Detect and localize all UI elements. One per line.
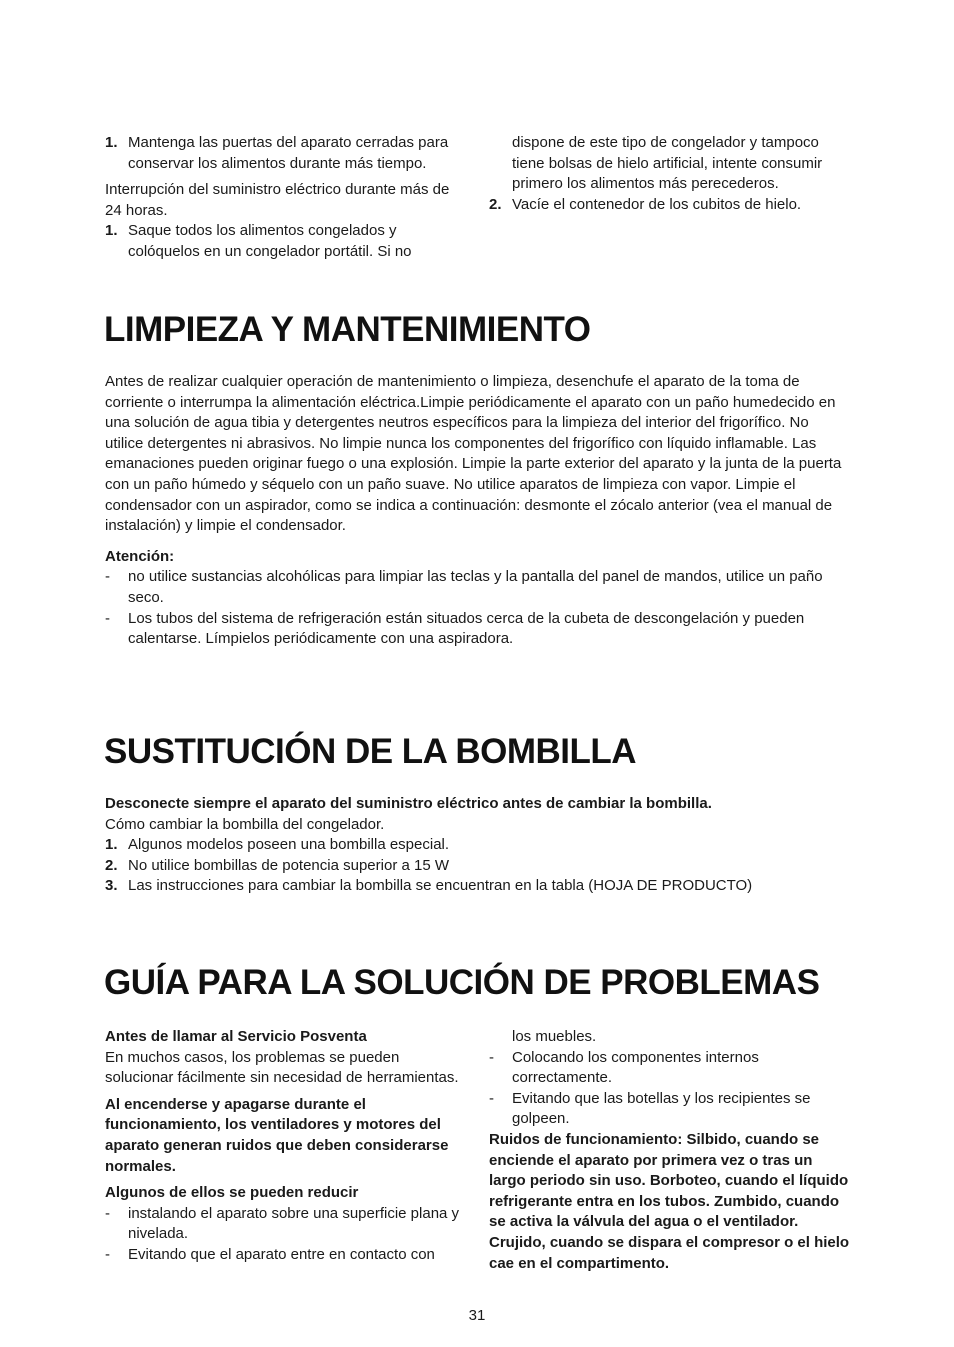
attention-list [105, 567, 850, 649]
section-title-bombilla: SUSTITUCIÓN DE LA BOMBILLA [104, 732, 637, 771]
list-text: instalando el aparato sobre una superficie plana y nivelada. [128, 1204, 460, 1243]
bombilla-list [105, 835, 850, 897]
list-text: Colocando los componentes internos correctamente. [512, 1048, 759, 1087]
list-text: Mantenga las puertas del aparato cerradas para conservar los alimentos durante más tiempo. [128, 134, 449, 172]
list-dash: - [489, 1089, 494, 1107]
list-number: 2. [105, 856, 118, 874]
list-item [489, 1048, 851, 1089]
subheading: Algunos de ellos se pueden reducir [105, 1184, 359, 1202]
top-left-column [105, 133, 470, 263]
list-dash: - [105, 609, 110, 627]
list-dash: - [105, 568, 110, 586]
top-left-list-2 [105, 221, 470, 262]
list-text: No utilice bombillas de potencia superior a 15 W [128, 856, 449, 874]
list-text: Evitando que las botellas y los recipientes se golpeen. [512, 1089, 811, 1128]
guia-right-column [489, 1027, 851, 1274]
list-number: 1. [105, 222, 118, 240]
list-item [105, 1245, 470, 1266]
list-text: Evitando que el aparato entre en contacto con [128, 1245, 435, 1263]
subheading: Antes de llamar al Servicio Posventa [105, 1028, 367, 1045]
list-text: Los tubos del sistema de refrigeración están situados cerca de la cubeta de descongelación y pueden calentarse. Límpielos periódicamente con una aspiradora. [128, 609, 805, 648]
list-item [105, 876, 850, 897]
bold-paragraph: Al encenderse y apagarse durante el funcionamiento, los ventiladores y motores del aparato generan ruidos que deben considerarse normales. [105, 1095, 449, 1175]
list-number: 1. [105, 836, 118, 854]
top-right-list [489, 195, 851, 216]
list-item [489, 1089, 851, 1130]
list-number: 3. [105, 877, 118, 895]
list-item [105, 856, 850, 877]
paragraph: Interrupción del suministro eléctrico durante más de 24 horas. [105, 181, 450, 219]
list-item [105, 221, 470, 262]
list-number: 2. [489, 195, 502, 213]
list-text: no utilice sustancias alcohólicas para limpiar las teclas y la pantalla del panel de mandos, utilice un paño seco. [128, 568, 823, 606]
top-right-column [489, 133, 851, 215]
guia-left-list [105, 1204, 470, 1266]
list-number: 1. [105, 134, 118, 151]
list-item [105, 835, 850, 856]
list-text: Saque todos los alimentos congelados y colóquelos en un congelador portátil. Si no [128, 222, 412, 260]
list-item [105, 567, 850, 608]
list-text: Vacíe el contenedor de los cubitos de hielo. [512, 195, 802, 213]
bombilla-body [105, 794, 850, 897]
continued-text: dispone de este tipo de congelador y tampoco tiene bolsas de hielo artificial, intente consumir primero los alimentos más perecederos. [512, 134, 823, 193]
list-item [489, 195, 851, 216]
list-dash: - [105, 1245, 110, 1263]
list-dash: - [489, 1048, 494, 1066]
page-number: 31 [468, 1307, 486, 1324]
section-title-guia: GUÍA PARA LA SOLUCIÓN DE PROBLEMAS [104, 963, 820, 1002]
top-left-list-1 [105, 133, 470, 174]
list-item [105, 1204, 470, 1245]
guia-left-column [105, 1027, 470, 1266]
list-text: Las instrucciones para cambiar la bombilla se encuentran en la tabla (HOJA DE PRODUCTO) [128, 877, 753, 895]
section-title-limpieza: LIMPIEZA Y MANTENIMIENTO [104, 310, 591, 349]
bold-paragraph: Ruidos de funcionamiento: Silbido, cuando se enciende el aparato por primera vez o tras un largo periodo sin uso. Borboteo, cuando el líquido refrigerante entra en los tubos. Zumbido, cuando se activa la válvula del agua o el ventilador. Crujido, cuando se dispara el compresor o el hielo cae en el compartimento. [489, 1130, 850, 1272]
list-item [105, 133, 470, 174]
warning-text: Desconecte siempre el aparato del suministro eléctrico antes de cambiar la bombilla. [105, 795, 712, 812]
list-item [105, 609, 850, 650]
continued-text: los muebles. [512, 1028, 597, 1045]
list-text: Algunos modelos poseen una bombilla especial. [128, 836, 450, 854]
guia-right-list [489, 1048, 851, 1130]
paragraph: Cómo cambiar la bombilla del congelador. [105, 815, 385, 833]
attention-label: Atención: [105, 547, 175, 565]
list-dash: - [105, 1204, 110, 1222]
paragraph: En muchos casos, los problemas se pueden solucionar fácilmente sin necesidad de herramientas. [105, 1048, 459, 1087]
paragraph: Antes de realizar cualquier operación de mantenimiento o limpieza, desenchufe el aparato de la toma de corriente o interrumpa la alimentación eléctrica.Limpie periódicamente el aparato con un paño humedecido en una solución de agua tibia y detergentes neutros específicos para la limpieza del interior del frigorífico. No utilice detergentes ni abrasivos. No limpie nunca los componentes del frigorífico con líquido inflamable. Las emanaciones pueden originar fuego o una explosión. Limpie la parte exterior del aparato y la junta de la puerta con un paño húmedo y séquelo con un paño suave. No utilice aparatos de limpieza con vapor. Limpie el condensador con un aspirador, como se indica a continuación: desmonte el zócalo anterior (vea el manual de instalación) y limpie el condensador. [105, 373, 842, 535]
limpieza-body [105, 372, 850, 650]
